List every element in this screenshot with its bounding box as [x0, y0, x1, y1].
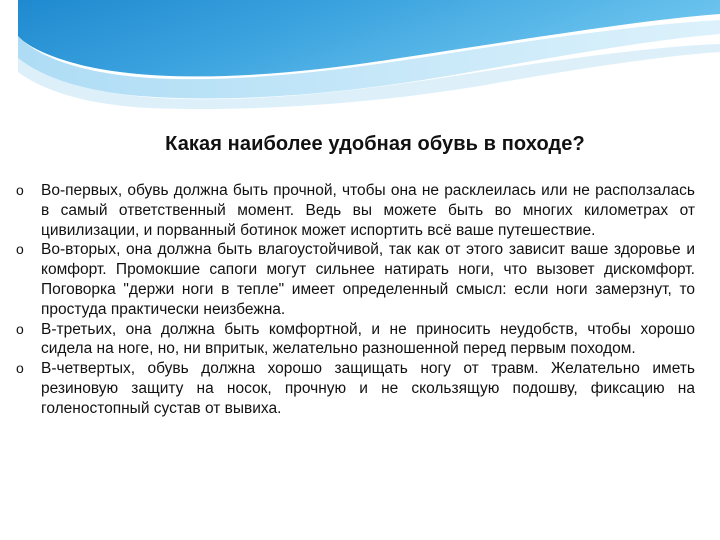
bullet-text: Во-первых, обувь должна быть прочной, чтобы она не расклеилась или не расползалась в самый ответственный момент. Ведь вы можете быть во многих километрах от цивилизации, и порванный ботинок может испортить всё ваше путешествие.: [41, 182, 695, 239]
decorative-wave-banner: [0, 0, 720, 112]
bullet-text: Во-вторых, она должна быть влагоустойчивой, так как от этого зависит ваше здоровье и комфорт. Промокшие сапоги могут сильнее натирать ноги, что вызовет дискомфорт. Поговорка "держи ноги в тепле" имеет определенный смысл: если ноги замерзнут, то простуда практически неизбежна.: [41, 241, 695, 318]
bullet-marker: o: [16, 182, 24, 198]
bullet-list: [16, 181, 695, 419]
bullet-item: [16, 359, 695, 418]
bullet-text: В-четвертых, обувь должна хорошо защищать ногу от травм. Желательно иметь резиновую защиту на носок, прочную и не скользящую подошву, фиксацию на голеностопный сустав от вывиха.: [41, 360, 695, 417]
bullet-item: [16, 240, 695, 319]
bullet-item: [16, 320, 695, 360]
bullet-marker: o: [16, 241, 24, 258]
bullet-marker: o: [16, 320, 24, 337]
bullet-marker: o: [16, 360, 24, 377]
slide-title: Какая наиболее удобная обувь в походе?: [165, 133, 585, 155]
bullet-text: В-третьих, она должна быть комфортной, и не приносить неудобств, чтобы хорошо сидела на ноге, но, ни впритык, желательно разношенной перед первым походом.: [41, 320, 695, 358]
bullet-item: [16, 181, 695, 240]
